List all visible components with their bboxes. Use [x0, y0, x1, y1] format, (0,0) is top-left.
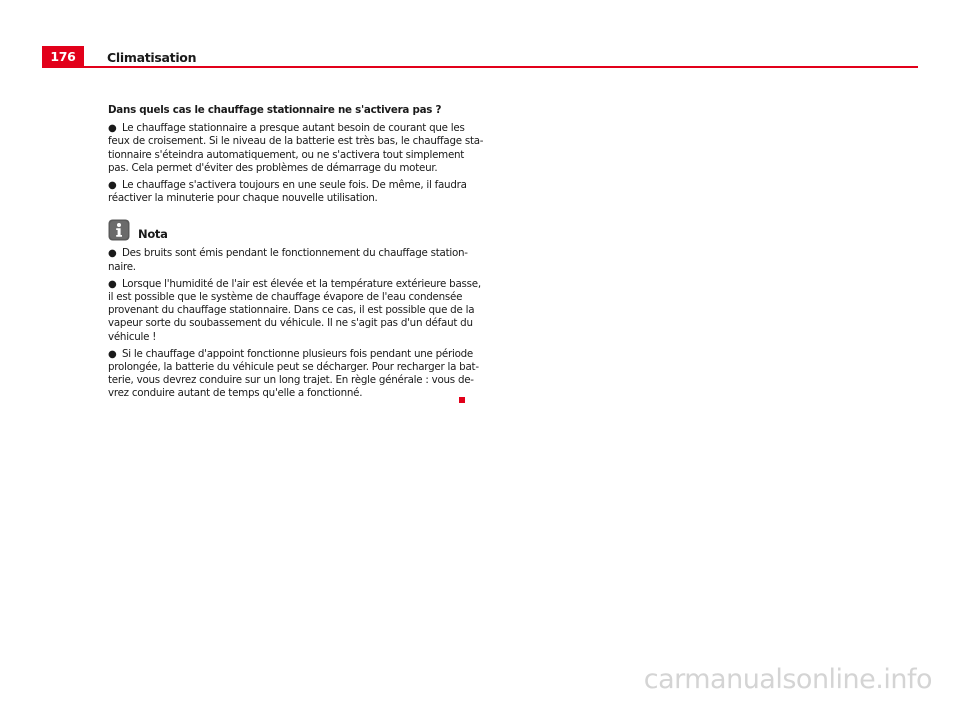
text-line: provenant du chauffage stationnaire. Dans ce cas, il est possible que de la	[108, 304, 475, 317]
header-rule	[42, 66, 918, 68]
list-item	[108, 277, 481, 344]
text-line: Le chauffage stationnaire a presque autant besoin de courant que les	[122, 122, 465, 135]
chapter-title: Climatisation	[107, 50, 197, 65]
list-item	[108, 247, 468, 273]
bullet-icon: ●	[108, 348, 117, 360]
nota-title: Nota	[138, 227, 168, 242]
text-line: naire.	[108, 260, 136, 273]
text-line: il est possible que le système de chauffage évapore de l'eau condensée	[108, 291, 463, 304]
text-line: Le chauffage s'activera toujours en une seule fois. De même, il faudra	[122, 179, 467, 192]
nota-heading	[108, 219, 468, 245]
bullet-icon: ●	[108, 123, 117, 135]
text-line: feux de croisement. Si le niveau de la batterie est très bas, le chauffage sta-	[108, 135, 484, 148]
text-line: vapeur sorte du soubassement du véhicule. Il ne s'agit pas d'un défaut du	[108, 317, 473, 330]
list-item	[108, 122, 484, 175]
text-line: vrez conduire autant de temps qu'elle a fonctionné.	[108, 387, 363, 400]
bullet-icon: ●	[108, 180, 117, 192]
page-number: 176	[42, 46, 84, 68]
text-line: prolongée, la batterie du véhicule peut se décharger. Pour recharger la bat-	[108, 361, 479, 374]
text-line: Des bruits sont émis pendant le fonctionnement du chauffage station-	[122, 247, 468, 260]
list-item	[108, 347, 479, 401]
info-icon	[108, 219, 130, 241]
list-item	[108, 179, 468, 205]
watermark[interactable]: carmanualsonline.info	[643, 664, 932, 695]
text-line: réactiver la minuterie pour chaque nouvelle utilisation.	[108, 192, 378, 205]
text-line: terie, vous devrez conduire sur un long trajet. En règle générale : vous de-	[108, 374, 474, 387]
section-end-marker	[459, 397, 465, 403]
text-line: Lorsque l'humidité de l'air est élevée et la température extérieure basse,	[122, 277, 481, 290]
content-column	[108, 104, 484, 405]
text-line: Si le chauffage d'appoint fonctionne plusieurs fois pendant une période	[122, 347, 474, 360]
text-line: pas. Cela permet d'éviter des problèmes de démarrage du moteur.	[108, 161, 438, 174]
section-question: Dans quels cas le chauffage stationnaire ne s'activera pas ?	[108, 104, 442, 116]
text-line: tionnaire s'éteindra automatiquement, ou ne s'activera tout simplement	[108, 148, 465, 161]
bullet-icon: ●	[108, 248, 117, 260]
text-line: véhicule !	[108, 330, 157, 343]
bullet-icon: ●	[108, 278, 117, 290]
